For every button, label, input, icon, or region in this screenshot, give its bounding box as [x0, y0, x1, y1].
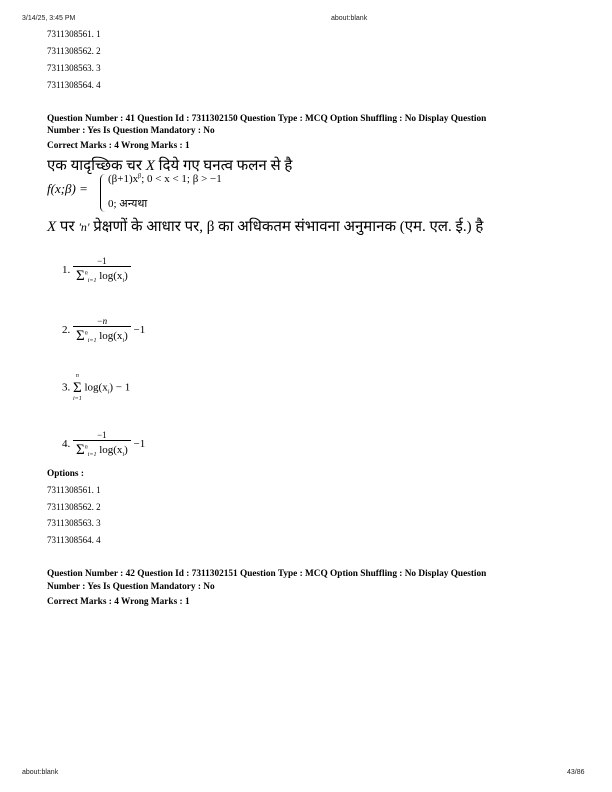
fraction-denominator: $\Sigma^n_{i=1}$ $\log(x_i)$ — [73, 266, 131, 285]
choice-label: 3. — [62, 381, 71, 394]
fraction-numerator: −1 — [97, 430, 107, 440]
log-body: log(x — [99, 270, 123, 283]
log-sub: i — [122, 278, 125, 285]
sum-lower: i=1 — [87, 278, 97, 285]
q42-marks: Correct Marks : 4 Wrong Marks : 1 — [47, 597, 190, 607]
q41-case1-body: (β+1)x — [108, 173, 139, 185]
sum-lower: i=1 — [73, 396, 82, 402]
q41-option-2: 7311308562. 2 — [47, 502, 101, 512]
q41-stem3-b: प्रेक्षणों के आधार पर, β का अधिकतम संभावना अनुमानक (एम. एल. ई.) है — [93, 219, 484, 235]
fraction-numerator: −1 — [97, 256, 107, 266]
prev-option-1: 7311308561. 1 — [47, 29, 101, 39]
q41-meta-line1: Question Number : 41 Question Id : 7311302150 Question Type : MCQ Option Shuffling : No Display Question — [47, 114, 487, 124]
q41-meta-line2: Number : Yes Is Question Mandatory : No — [47, 126, 215, 136]
q41-option-3: 7311308563. 3 — [47, 518, 101, 528]
q41-marks: Correct Marks : 4 Wrong Marks : 1 — [47, 141, 190, 151]
fraction-denominator: $\Sigma^n_{i=1}$ $\log(x_i)$ — [73, 440, 131, 459]
fraction-denominator: $\Sigma^n_{i=1}$ $\log(x_i)$ — [73, 326, 131, 345]
log-body: log(x — [84, 381, 108, 394]
choice-tail: −1 — [133, 324, 146, 337]
q41-choice-3 — [62, 372, 130, 404]
q41-brace — [100, 174, 105, 212]
q42-meta-line2: Number : Yes Is Question Mandatory : No — [47, 582, 215, 592]
log-sub: i — [122, 338, 125, 345]
q41-option-4: 7311308564. 4 — [47, 535, 101, 545]
q41-choice-4 — [62, 430, 145, 459]
fraction-numerator: −n — [96, 316, 108, 326]
q41-choice-1 — [62, 256, 131, 285]
q41-case1-exp: β — [138, 173, 142, 180]
q41-stem3-n: 'n' — [78, 220, 90, 234]
q41-stem-line1 — [47, 155, 292, 175]
choice-tail: −1 — [133, 438, 146, 451]
choice-label: 2. — [62, 324, 71, 337]
print-datetime: 3/14/25, 3:45 PM — [22, 15, 76, 22]
choice-label: 1. — [62, 264, 71, 277]
log-body: log(x — [99, 444, 123, 457]
sum-lower: i=1 — [87, 338, 97, 345]
q41-stem1-var: X — [145, 158, 155, 174]
choice-fraction — [73, 430, 131, 459]
sum-upper: n — [84, 330, 88, 337]
q42-meta-line1: Question Number : 42 Question Id : 7311302151 Question Type : MCQ Option Shuffling : No Display Question — [47, 569, 487, 579]
footer-url: about:blank — [22, 769, 59, 776]
log-close: ) — [124, 444, 128, 457]
sum-upper: n — [84, 270, 88, 277]
q41-stem3-a: पर — [59, 219, 75, 235]
log-close: ) — [124, 270, 128, 283]
q41-density-lhs: f(x;β) = — [47, 181, 88, 196]
log-close: ) − 1 — [109, 381, 131, 394]
choice-label: 4. — [62, 438, 71, 451]
q41-case1-cond: ; 0 < x < 1; β > −1 — [141, 173, 222, 185]
choice-fraction — [73, 316, 131, 345]
sum-lower: i=1 — [87, 452, 97, 459]
log-body: log(x — [99, 330, 123, 343]
print-title: about:blank — [331, 15, 368, 22]
q41-case2: 0; अन्यथा — [108, 198, 148, 210]
q41-options-label: Options : — [47, 469, 84, 479]
prev-option-4: 7311308564. 4 — [47, 80, 101, 90]
sum-upper: n — [84, 444, 88, 451]
page-number: 43/86 — [567, 769, 585, 776]
choice-fraction — [73, 256, 131, 285]
sum-stack: n Σ i=1 — [73, 373, 82, 402]
q41-option-1: 7311308561. 1 — [47, 485, 101, 495]
prev-option-2: 7311308562. 2 — [47, 46, 101, 56]
q41-stem3-var: X — [47, 219, 57, 235]
q41-case1 — [108, 173, 222, 185]
sum-upper: n — [75, 373, 79, 379]
q41-stem1-text: एक यादृच्छिक चर — [47, 158, 142, 174]
q41-stem1-end: दिये गए घनत्व फलन से है — [158, 158, 293, 174]
q41-stem-line3 — [47, 216, 483, 236]
q41-choice-2 — [62, 316, 145, 345]
log-close: ) — [124, 330, 128, 343]
log-sub: i — [107, 389, 110, 396]
log-sub: i — [122, 452, 125, 459]
prev-option-3: 7311308563. 3 — [47, 63, 101, 73]
